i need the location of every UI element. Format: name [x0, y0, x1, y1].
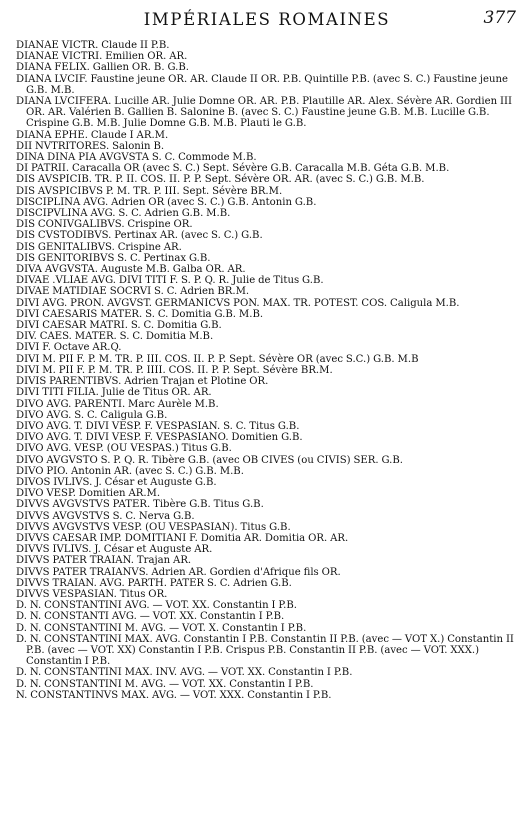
index-entry: DIANAE VICTR. Claude II P.B. — [16, 40, 170, 51]
index-entry: DIVO VESP. Domitien AR.M. — [16, 488, 161, 500]
index-entry: DIVAE .VLIAE AVG. DIVI TITI F. S. P. Q. R. Julie de Titus G.B. — [16, 275, 324, 287]
index-entry: DI PATRII. Caracalla OR (avec S. C.) Sept. Sévère G.B. Caracalla M.B. Géta G.B. M.B. — [16, 163, 450, 175]
index-entry: DIVOS IVLIVS. J. César et Auguste G.B. — [16, 476, 217, 488]
index-entry: DIANA FELIX. Gallien OR. B. G.B. — [16, 62, 189, 74]
index-entry: DIANAE VICTRI. Emilien OR. AR. — [16, 51, 188, 63]
index-entry: DIS CONIVGALIBVS. Crispine OR. — [16, 219, 193, 231]
index-entry: DIVI AVG. PRON. AVGVST. GERMANICVS PON. MAX. TR. POTEST. COS. Caligula M.B. — [16, 297, 460, 309]
index-entry: DIVVS PATER TRAIAN. Trajan AR. — [16, 555, 192, 567]
index-entry: DII NVTRITORES. Salonin B. — [16, 140, 165, 152]
index-entry: DIVI M. PII F. P. M. TR. P. IIII. COS. II. P. P. Sept. Sévère BR.M. — [16, 364, 333, 376]
index-entry: DIVAE MATIDIAE SOCRVI S. C. Adrien BR.M. — [16, 286, 250, 298]
running-title: IMPÉRIALES ROMAINES — [143, 10, 391, 29]
index-entry: D. N. CONSTANTINI M. AVG. — VOT. XX. Constantin I P.B. — [16, 678, 314, 690]
index-entry: DIVI CAESARIS MATER. S. C. Domitia G.B. M.B. — [16, 308, 264, 320]
index-entry: DIVIS PARENTIBVS. Adrien Trajan et Plotine OR. — [16, 376, 269, 388]
index-entry: DIS GENITALIBVS. Crispine AR. — [16, 241, 182, 253]
index-entry: DIVI CAESAR MATRI. S. C. Domitia G.B. — [16, 320, 222, 332]
index-entry: DIVVS IVLIVS. J. César et Auguste AR. — [16, 544, 213, 556]
index-entry: DIANA LVCIFERA. Lucille AR. Julie Domne OR. AR. P.B. Plautille AR. Alex. Sévère AR. Gordien III OR. AR. Valérien B. Gallien B. Salonine B. (avec S. C.) Faustine jeune G.B. M.B. Lucille G.B. Crispine G.B. M.B. Julie Domne G.B. M.B. Plauti le G.B. — [16, 96, 512, 130]
index-entry: DIS GENITORIBVS S. C. Pertinax G.B. — [16, 252, 211, 264]
index-entry: DIVVS AVGVSTVS VESP. (OU VESPASIAN). Titus G.B. — [16, 521, 291, 533]
index-entry: DIVI TITI FILIA. Julie de Titus OR. AR. — [16, 387, 212, 399]
index-entry: DIANA LVCIF. Faustine jeune OR. AR. Claude II OR. P.B. Quintille P.B. (avec S. C.) Faustine jeune G.B. M.B. — [16, 73, 508, 96]
page-header — [16, 8, 518, 40]
index-entry: DIVO AVG. VESP. (OU VESPAS.) Titus G.B. — [16, 443, 232, 455]
index-entry: DIVO PIO. Antonin AR. (avec S. C.) G.B. M.B. — [16, 465, 244, 477]
index-entry: DINA DINA PIA AVGVSTA S. C. Commode M.B. — [16, 152, 257, 164]
index-entry: DIVO AVG. T. DIVI VESP. F. VESPASIAN. S. C. Titus G.B. — [16, 420, 300, 432]
index-entry: DIVO AVG. PARENTI. Marc Aurèle M.B. — [16, 398, 219, 410]
index-entry: DIVVS AVGVSTVS S. C. Nerva G.B. — [16, 510, 195, 522]
index-entry: DIS AVSPICIB. TR. P. II. COS. II. P. P. Sept. Sévère OR. AR. (avec S. C.) G.B. M.B. — [16, 174, 425, 186]
index-entry: D. N. CONSTANTINI M. AVG. — VOT. X. Constantin I P.B. — [16, 622, 307, 634]
index-entry: DIV. CAES. MATER. S. C. Domitia M.B. — [16, 331, 214, 343]
index-entry: D. N. CONSTANTINI MAX. AVG. Constantin I P.B. Constantin II P.B. (avec — VOT X.) Constantin II P.B. (avec — VOT. XX) Constantin I P.B. Crispus P.B. Constantin II P.B. (avec — VOT. XXX.) Constantin I P.B. — [16, 633, 514, 668]
index-entry: DIVO AVG. S. C. Caligula G.B. — [16, 409, 168, 421]
index-entry: DIVO AVGVSTO S. P. Q. R. Tibère G.B. (avec OB CIVES (ou CIVIS) SER. G.B. — [16, 454, 404, 466]
index-entry: DIVVS AVGVSTVS PATER. Tibère G.B. Titus G.B. — [16, 499, 264, 511]
index-entry: DIS AVSPICIBVS P. M. TR. P. III. Sept. Sévère BR.M. — [16, 185, 283, 197]
index-entry: DIVI F. Octave AR.Q. — [16, 342, 122, 354]
index-entry: D. N. CONSTANTINI MAX. INV. AVG. — VOT. XX. Constantin I P.B. — [16, 667, 353, 679]
page-number: 377 — [483, 8, 516, 28]
index-entry: DISCIPVLINA AVG. S. C. Adrien G.B. M.B. — [16, 208, 231, 220]
index-entry: DIVVS CAESAR IMP. DOMITIANI F. Domitia AR. Domitia OR. AR. — [16, 532, 349, 544]
index-entry: DIVVS PATER TRAIANVS. Adrien AR. Gordien d'Afrique fils OR. — [16, 566, 341, 578]
index-entry: N. CONSTANTINVS MAX. AVG. — VOT. XXX. Constantin I P.B. — [16, 689, 332, 701]
index-entry: DIVA AVGVSTA. Auguste M.B. Galba OR. AR. — [16, 264, 246, 276]
index-entry: DIVO AVG. T. DIVI VESP. F. VESPASIANO. Domitien G.B. — [16, 432, 303, 444]
index-entry: DIANA EPHE. Claude I AR.M. — [16, 129, 169, 141]
index-entry: D. N. CONSTANTINI AVG. — VOT. XX. Constantin I P.B. — [16, 600, 298, 612]
index-entry: DIS CVSTODIBVS. Pertinax AR. (avec S. C.) G.B. — [16, 230, 263, 242]
index-entry: DISCIPLINA AVG. Adrien OR (avec S. C.) G.B. Antonin G.B. — [16, 196, 317, 208]
index-entry: D. N. CONSTANTI AVG. — VOT. XX. Constantin I P.B. — [16, 611, 285, 623]
legend-index-list — [16, 40, 518, 701]
index-entry: DIVVS TRAIAN. AVG. PARTH. PATER S. C. Adrien G.B. — [16, 577, 292, 589]
index-entry: DIVVS VESPASIAN. Titus OR. — [16, 588, 168, 600]
index-entry: DIVI M. PII F. P. M. TR. P. III. COS. II. P. P. Sept. Sévère OR (avec S.C.) G.B. M.B — [16, 353, 419, 365]
